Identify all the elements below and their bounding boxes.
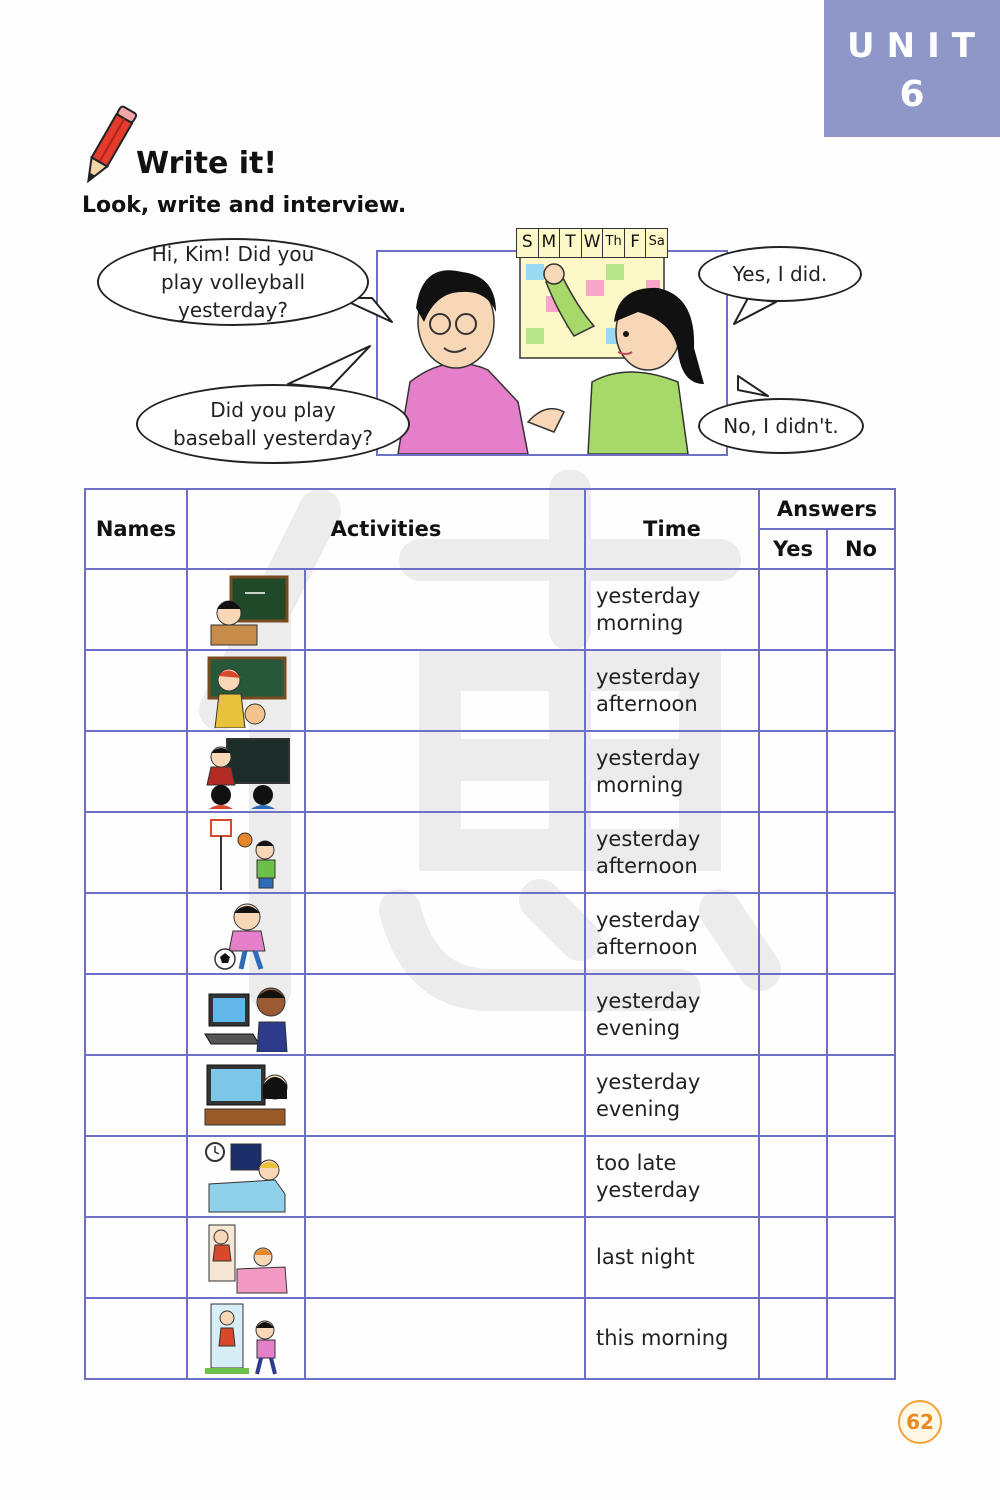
name-cell[interactable] — [85, 569, 187, 650]
no-header: No — [827, 529, 895, 569]
answers-header: Answers — [759, 489, 895, 529]
activity-write-cell[interactable] — [305, 650, 585, 731]
names-header: Names — [85, 489, 187, 569]
activity-picture-cell — [187, 1055, 305, 1136]
time-cell: too late yesterday — [585, 1136, 759, 1217]
name-cell[interactable] — [85, 650, 187, 731]
activity-picture-cell — [187, 812, 305, 893]
calendar-day: S — [517, 229, 539, 257]
activity-write-cell[interactable] — [305, 1298, 585, 1379]
name-cell[interactable] — [85, 1217, 187, 1298]
activity-picture-cell — [187, 893, 305, 974]
table-row — [85, 893, 895, 974]
time-cell: this morning — [585, 1298, 759, 1379]
activity-picture-cell — [187, 1217, 305, 1298]
yes-cell[interactable] — [759, 1298, 827, 1379]
time-cell: yesterday afternoon — [585, 812, 759, 893]
yes-cell[interactable] — [759, 974, 827, 1055]
yes-header: Yes — [759, 529, 827, 569]
table-row — [85, 1136, 895, 1217]
yes-cell[interactable] — [759, 569, 827, 650]
time-cell: last night — [585, 1217, 759, 1298]
activity-picture-cell — [187, 1136, 305, 1217]
name-cell[interactable] — [85, 812, 187, 893]
no-cell[interactable] — [827, 1298, 895, 1379]
activity-write-cell[interactable] — [305, 1217, 585, 1298]
speech-bubble-question-2: Did you play baseball yesterday? — [136, 384, 410, 464]
watch-tv-icon — [201, 1059, 291, 1133]
table-row — [85, 650, 895, 731]
yes-cell[interactable] — [759, 1217, 827, 1298]
no-cell[interactable] — [827, 893, 895, 974]
table-row — [85, 974, 895, 1055]
yes-cell[interactable] — [759, 731, 827, 812]
yes-cell[interactable] — [759, 1055, 827, 1136]
name-cell[interactable] — [85, 974, 187, 1055]
interview-table — [84, 488, 896, 1380]
table-row — [85, 569, 895, 650]
yes-cell[interactable] — [759, 1136, 827, 1217]
activity-write-cell[interactable] — [305, 812, 585, 893]
activity-write-cell[interactable] — [305, 569, 585, 650]
yes-cell[interactable] — [759, 893, 827, 974]
basketball-icon — [201, 816, 291, 890]
yes-cell[interactable] — [759, 812, 827, 893]
time-cell: yesterday afternoon — [585, 893, 759, 974]
activity-write-cell[interactable] — [305, 974, 585, 1055]
name-cell[interactable] — [85, 1298, 187, 1379]
activity-picture-cell — [187, 1298, 305, 1379]
go-to-school-icon — [201, 1302, 291, 1376]
calendar-day: W — [582, 229, 604, 257]
no-cell[interactable] — [827, 731, 895, 812]
stay-up-late-icon — [201, 1140, 291, 1214]
name-cell[interactable] — [85, 731, 187, 812]
speech-bubble-answer-1: Yes, I did. — [698, 246, 862, 302]
table-row — [85, 1298, 895, 1379]
time-cell: yesterday afternoon — [585, 650, 759, 731]
table-row — [85, 1217, 895, 1298]
no-cell[interactable] — [827, 569, 895, 650]
time-cell: yesterday evening — [585, 1055, 759, 1136]
computer-game-icon — [201, 978, 291, 1052]
football-icon — [201, 897, 291, 971]
name-cell[interactable] — [85, 1136, 187, 1217]
unit-number: 6 — [899, 74, 925, 115]
activity-picture-cell — [187, 974, 305, 1055]
table-row — [85, 731, 895, 812]
calendar-day: M — [539, 229, 561, 257]
activity-write-cell[interactable] — [305, 893, 585, 974]
no-cell[interactable] — [827, 1055, 895, 1136]
no-cell[interactable] — [827, 974, 895, 1055]
activity-write-cell[interactable] — [305, 1055, 585, 1136]
go-to-bed-icon — [201, 1221, 291, 1295]
section-heading: Write it! — [136, 146, 278, 181]
name-cell[interactable] — [85, 893, 187, 974]
table-row — [85, 1055, 895, 1136]
no-cell[interactable] — [827, 1136, 895, 1217]
page-number: 62 — [898, 1400, 942, 1444]
time-cell: yesterday morning — [585, 569, 759, 650]
activity-write-cell[interactable] — [305, 1136, 585, 1217]
no-cell[interactable] — [827, 1217, 895, 1298]
english-class-icon — [201, 654, 291, 728]
yes-cell[interactable] — [759, 650, 827, 731]
activity-picture-cell — [187, 569, 305, 650]
section-instruction: Look, write and interview. — [82, 193, 407, 218]
speech-bubble-question-1: Hi, Kim! Did you play volleyball yesterday? — [97, 238, 369, 326]
activities-header: Activities — [187, 489, 585, 569]
time-header: Time — [585, 489, 759, 569]
no-cell[interactable] — [827, 650, 895, 731]
activity-picture-cell — [187, 731, 305, 812]
time-cell: yesterday evening — [585, 974, 759, 1055]
no-cell[interactable] — [827, 812, 895, 893]
calendar-day: Sa — [648, 234, 665, 249]
unit-label: UNIT — [847, 26, 987, 66]
calendar-day: T — [560, 229, 582, 257]
speech-bubble-answer-2: No, I didn't. — [698, 398, 864, 454]
calendar-day: Th — [603, 229, 625, 257]
name-cell[interactable] — [85, 1055, 187, 1136]
table-row — [85, 812, 895, 893]
activity-picture-cell — [187, 650, 305, 731]
activity-write-cell[interactable] — [305, 731, 585, 812]
calendar-day: F — [625, 229, 647, 257]
math-class-icon — [201, 735, 291, 809]
reading-english-icon — [201, 573, 291, 647]
time-cell: yesterday morning — [585, 731, 759, 812]
